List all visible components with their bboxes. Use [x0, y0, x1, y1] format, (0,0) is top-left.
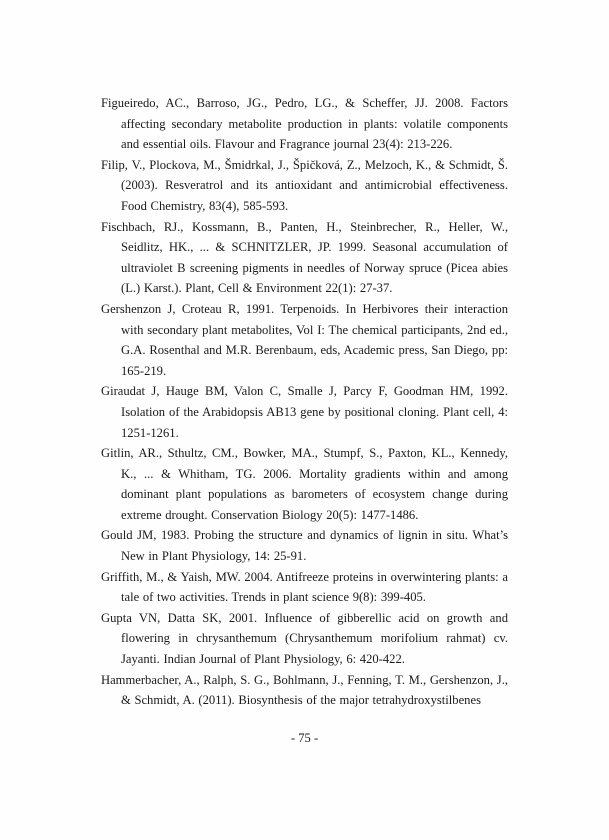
reference-entry: Giraudat J, Hauge BM, Valon C, Smalle J, Parcy F, Goodman HM, 1992. Isolation of the Arabidopsis AB13 gene by positional cloning. Plant cell, 4: 1251-1261. [101, 384, 508, 440]
reference-entry: Gould JM, 1983. Probing the structure and dynamics of lignin in situ. What’s New in Plant Physiology, 14: 25-91. [101, 528, 508, 564]
reference-entry: Hammerbacher, A., Ralph, S. G., Bohlmann, J., Fenning, T. M., Gershenzon, J., & Schmidt, A. (2011). Biosynthesis of the major tetrahydroxystilbenes [101, 672, 508, 708]
reference-entry: Fischbach, RJ., Kossmann, B., Panten, H., Steinbrecher, R., Heller, W., Seidlitz, HK., ... & SCHNITZLER, JP. 1999. Seasonal accumulation of ultraviolet B screening pigments in needles of Norway spruce (Picea abies (L.) Karst.). Plant, Cell & Environment 22(1): 27-37. [101, 219, 508, 296]
reference-entry: Griffith, M., & Yaish, MW. 2004. Antifreeze proteins in overwintering plants: a tale of two activities. Trends in plant science 9(8): 399-405. [101, 569, 508, 605]
reference-entry: Filip, V., Plockova, M., Šmidrkal, J., Špičková, Z., Melzoch, K., & Schmidt, Š. (2003). Resveratrol and its antioxidant and antimicrobial effectiveness. Food Chemistry, 83(4), 585-593. [101, 157, 508, 213]
reference-entry: Figueiredo, AC., Barroso, JG., Pedro, LG., & Scheffer, JJ. 2008. Factors affecting secondary metabolite production in plants: volatile components and essential oils. Flavour and Fragrance journal 23(4): 213-226. [101, 96, 508, 152]
reference-entry: Gupta VN, Datta SK, 2001. Influence of gibberellic acid on growth and flowering in chrysanthemum (Chrysanthemum morifolium rahmat) cv. Jayanti. Indian Journal of Plant Physiology, 6: 420-422. [101, 610, 508, 667]
page-number: - 75 - [290, 731, 319, 745]
reference-entry: Gershenzon J, Croteau R, 1991. Terpenoids. In Herbivores their interaction with secondary plant metabolites, Vol I: The chemical participants, 2nd ed., G.A. Rosenthal and M.R. Berenbaum, eds, Academic press, San Diego, pp: 165-219. [101, 301, 508, 378]
reference-list [101, 93, 508, 711]
reference-entry: Gitlin, AR., Sthultz, CM., Bowker, MA., Stumpf, S., Paxton, KL., Kennedy, K., ... & Whitham, TG. 2006. Mortality gradients within and among dominant plant populations as barometers of ecosystem change during extreme drought. Conservation Biology 20(5): 1477-1486. [101, 446, 508, 522]
